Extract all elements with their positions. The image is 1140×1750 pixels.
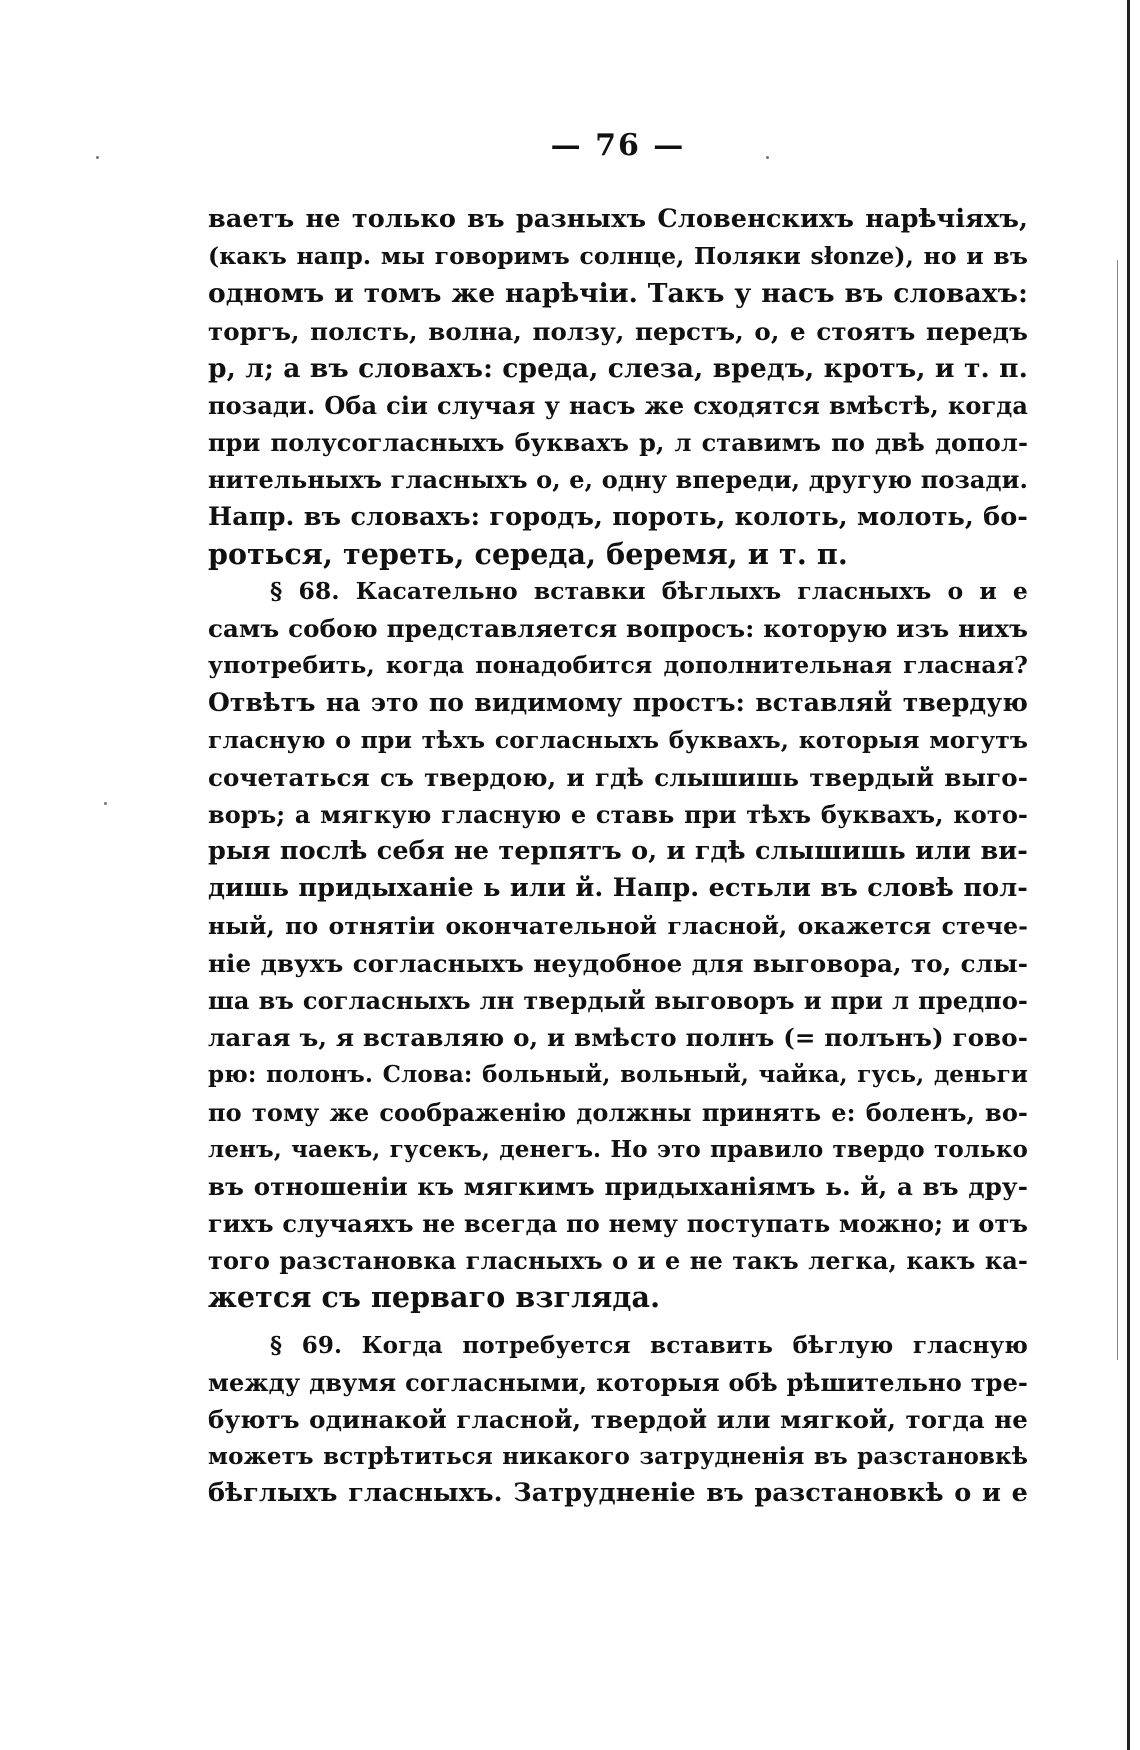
text-line: гласную о при тѣхъ согласныхъ буквахъ, которыя могутъ [208,725,1028,754]
text-line: въ отношеніи къ мягкимъ придыханіямъ ь. й, а въ дру- [208,1171,1028,1201]
page-edge-line-thin [1117,260,1118,1360]
scan-speck [96,156,99,159]
text-line: рю: полонъ. Слова: больный, вольный, чайка, гусь, деньги [208,1061,1028,1089]
paragraph-69 [208,1327,1028,1513]
text-line: ленъ, чаекъ, гусекъ, денегъ. Но это правило твердо только [208,1135,1028,1163]
text-line: по тому же соображенію должны принять е: боленъ, во- [208,1097,1028,1127]
paragraph-gap [208,1317,1028,1327]
text-line: сочетаться съ твердою, и гдѣ слышишь твердый выго- [208,762,1028,792]
text-line: ный, по отнятіи окончательной гласной, окажется стече- [208,911,1028,940]
text-line: употребить, когда понадобится дополнительная гласная? [208,651,1028,680]
book-page [208,128,1028,1513]
text-line: жется съ перваго взгляда. [208,1280,661,1315]
paragraph-68 [208,573,1028,1317]
text-line: буютъ одинакой гласной, твердой или мягкой, тогда не [208,1405,1028,1434]
text-line: между двумя согласными, которыя обѣ рѣшительно тре- [208,1367,1028,1397]
text-line: ваетъ не только въ разныхъ Словенскихъ нарѣчіяхъ, [208,204,1028,234]
page-edge-line [1127,0,1130,1750]
text-line: бѣглыхъ гласныхъ. Затрудненіе въ разстановкѣ о и е [208,1478,1028,1509]
paragraph-continuation [208,201,1028,573]
text-line: самъ собою представляется вопросъ: которую изъ нихъ [208,614,1028,644]
text-line: лагая ъ, я вставляю о, и вмѣсто полнъ (= полънъ) гово- [208,1023,1028,1053]
text-line: (какъ напр. мы говоримъ солнце, Поляки słonze), но и въ [208,242,1028,271]
text-line: р, л; а въ словахъ: среда, слеза, вредъ, кротъ, и т. п. [208,352,1028,384]
text-line: можетъ встрѣтиться никакого затрудненія въ разстановкѣ [208,1443,1028,1471]
text-line: гихъ случаяхъ не всегда по нему поступать можно; и отъ [208,1209,1028,1239]
text-line: ніе двухъ согласныхъ неудобное для выговора, то, слы- [208,948,1028,978]
text-line: позади. Оба сіи случая у насъ же сходятся вмѣстѣ, когда [208,390,1028,420]
text-line: Отвѣтъ на это по видимому простъ: вставляй твердую [208,688,1028,718]
text-line: того разстановка гласныхъ о и е не такъ легка, какъ ка- [208,1246,1028,1276]
text-line: рыя послѣ себя не терпятъ о, и гдѣ слышишь или ви- [208,836,1028,867]
text-line: воръ; а мягкую гласную е ставь при тѣхъ буквахъ, кото- [208,800,1028,829]
text-line: при полусогласныхъ буквахъ р, л ставимъ по двѣ допол- [208,428,1028,458]
text-line: дишь придыханіе ь или й. Напр. естьли въ словѣ пол- [208,873,1028,904]
text-line: роться, тереть, середа, беремя, и т. п. [208,536,848,571]
text-line: нительныхъ гласныхъ о, е, одну впереди, другую позади. [208,465,1028,495]
page-number: — 76 — [550,128,686,163]
text-line: § 68. Касательно вставки бѣглыхъ гласныхъ о и е [270,576,1028,605]
text-line: торгъ, полсть, волна, ползу, перстъ, о, е стоятъ передъ [208,316,1028,346]
text-line: одномъ и томъ же нарѣчіи. Такъ у насъ въ словахъ: [208,278,1028,310]
text-line: ша въ согласныхъ лн твердый выговоръ и при л предпо- [208,985,1028,1015]
scan-speck [104,802,107,805]
text-line: § 69. Когда потребуется вставить бѣглую гласную [270,1331,1028,1359]
text-line: Напр. въ словахъ: городъ, пороть, колоть, молоть, бо- [208,501,1028,532]
